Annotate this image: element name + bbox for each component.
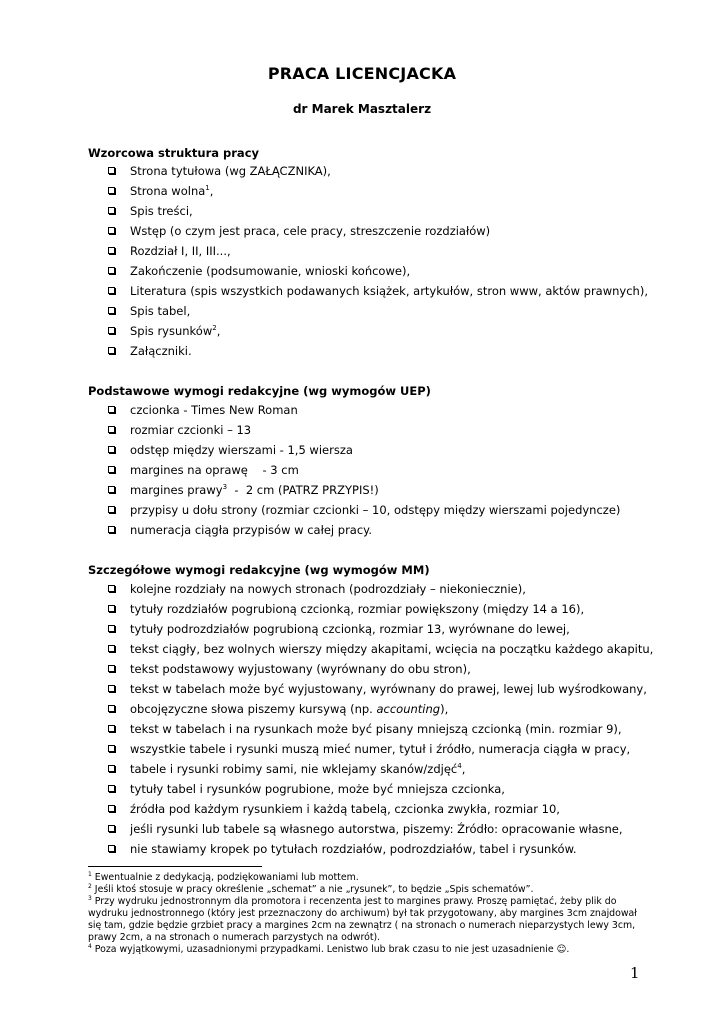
list-item: tytuły podrozdziałów pogrubioną czcionką, rozmiar 13, wyrównane do lewej,: [104, 621, 653, 641]
checkbox-bullet-icon: [108, 466, 115, 473]
document-title: PRACA LICENCJACKA: [267, 64, 457, 83]
footnote: $^1$ Ewentualnie z dedykacją, podziękowaniami lub mottem.: [88, 871, 359, 883]
checkbox-bullet-icon: [108, 765, 115, 772]
checkbox-bullet-icon: [108, 645, 115, 652]
checkbox-bullet-icon: [108, 486, 115, 493]
checkbox-bullet-icon: [108, 725, 115, 732]
author-name: dr Marek Masztalerz: [292, 102, 432, 116]
italic-term: accounting: [376, 702, 441, 716]
footnote: $^4$ Poza wyjątkowymi, uzasadnionymi przypadkami. Lenistwo lub brak czasu to nie jest uzasadnienie ☺.: [88, 943, 570, 955]
checkbox-bullet-icon: [108, 227, 115, 234]
checkbox-bullet-icon: [108, 327, 115, 334]
footnote: $^2$ Jeśli ktoś stosuje w pracy określenie „schemat” a nie „rysunek”, to będzie „Spis schematów”.: [88, 883, 534, 895]
structure-list: [104, 163, 648, 363]
checkbox-bullet-icon: [108, 625, 115, 632]
checkbox-bullet-icon: [108, 506, 115, 513]
list-item: Spis tabel,: [104, 303, 648, 323]
list-item: Literatura (spis wszystkich podawanych książek, artykułów, stron www, aktów prawnych),: [104, 283, 648, 303]
list-item: Strona tytułowa (wg ZAŁĄCZNIKA),: [104, 163, 648, 183]
footnote-ref: 4: [457, 762, 462, 770]
checkbox-bullet-icon: [108, 665, 115, 672]
checkbox-bullet-icon: [108, 267, 115, 274]
checkbox-bullet-icon: [108, 287, 115, 294]
list-item: Załączniki.: [104, 343, 648, 363]
list-item: wszystkie tabele i rysunki muszą mieć numer, tytuł i źródło, numeracja ciągła w pracy,: [104, 741, 653, 761]
list-item: Wstęp (o czym jest praca, cele pracy, streszczenie rozdziałów): [104, 223, 648, 243]
footnote-ref: 2: [212, 324, 217, 332]
checkbox-bullet-icon: [108, 446, 115, 453]
list-item: Rozdział I, II, III...,: [104, 243, 648, 263]
checkbox-bullet-icon: [108, 526, 115, 533]
checkbox-bullet-icon: [108, 307, 115, 314]
checkbox-bullet-icon: [108, 825, 115, 832]
checkbox-bullet-icon: [108, 745, 115, 752]
list-item: przypisy u dołu strony (rozmiar czcionki – 10, odstępy między wierszami pojedyncze): [104, 502, 620, 522]
section-heading-detailed: Szczegółowe wymogi redakcyjne (wg wymogów MM): [88, 563, 430, 577]
checkbox-bullet-icon: [108, 207, 115, 214]
list-item: numeracja ciągła przypisów w całej pracy.: [104, 522, 620, 542]
checkbox-bullet-icon: [108, 785, 115, 792]
list-item: Strona wolna$^1$,: [104, 183, 648, 203]
detailed-requirements-list: [104, 581, 653, 861]
footnote: $^3$ Przy wydruku jednostronnym dla promotora i recenzenta jest to margines prawy. Proszę pamiętać, żeby plik do wydruku jednostronnego (który jest przeznaczony do archiwum) był tak przygotowany, aby margines 3cm znajdował się tam, gdzie będzie grzbiet pracy a margines 2cm na zewnątrz ( na stronach o numerach nieparzystych lewy 3cm, prawy 2cm, a na stronach o numerach parzystych na odwrót).: [88, 895, 637, 943]
list-item: kolejne rozdziały na nowych stronach (podrozdziały – niekoniecznie),: [104, 581, 653, 601]
checkbox-bullet-icon: [108, 585, 115, 592]
list-item: rozmiar czcionki – 13: [104, 422, 620, 442]
footnote-ref: 1: [205, 184, 210, 192]
list-item: margines prawy$^3$ - 2 cm (PATRZ PRZYPIS!): [104, 482, 620, 502]
checkbox-bullet-icon: [108, 406, 115, 413]
checkbox-bullet-icon: [108, 187, 115, 194]
footnotes: [88, 872, 648, 956]
section-heading-basic: Podstawowe wymogi redakcyjne (wg wymogów UEP): [88, 384, 431, 398]
list-item: czcionka - Times New Roman: [104, 402, 620, 422]
footnote-separator: [88, 866, 262, 867]
list-item: obcojęzyczne słowa piszemy kursywą (np. accounting),: [104, 701, 653, 721]
list-item: Spis rysunków$^2$,: [104, 323, 648, 343]
list-item: tekst podstawowy wyjustowany (wyrównany do obu stron),: [104, 661, 653, 681]
checkbox-bullet-icon: [108, 805, 115, 812]
checkbox-bullet-icon: [108, 605, 115, 612]
list-item: Zakończenie (podsumowanie, wnioski końcowe),: [104, 263, 648, 283]
list-item: tekst w tabelach może być wyjustowany, wyrównany do prawej, lewej lub wyśrodkowany,: [104, 681, 653, 701]
checkbox-bullet-icon: [108, 426, 115, 433]
list-item: tytuły rozdziałów pogrubioną czcionką, rozmiar powiększony (między 14 a 16),: [104, 601, 653, 621]
list-item: źródła pod każdym rysunkiem i każdą tabelą, czcionka zwykła, rozmiar 10,: [104, 801, 653, 821]
list-item: Spis treści,: [104, 203, 648, 223]
page-number: 1: [630, 964, 640, 982]
checkbox-bullet-icon: [108, 347, 115, 354]
list-item: margines na oprawę - 3 cm: [104, 462, 620, 482]
checkbox-bullet-icon: [108, 685, 115, 692]
basic-requirements-list: [104, 402, 620, 542]
checkbox-bullet-icon: [108, 167, 115, 174]
checkbox-bullet-icon: [108, 705, 115, 712]
list-item: tabele i rysunki robimy sami, nie wklejamy skanów/zdjęć$^4$,: [104, 761, 653, 781]
list-item: jeśli rysunki lub tabele są własnego autorstwa, piszemy: Źródło: opracowanie własne,: [104, 821, 653, 841]
section-heading-structure: Wzorcowa struktura pracy: [88, 146, 260, 160]
list-item: odstęp między wierszami - 1,5 wiersza: [104, 442, 620, 462]
footnote-ref: 3: [222, 483, 228, 491]
list-item: tekst w tabelach i na rysunkach może być pisany mniejszą czcionką (min. rozmiar 9),: [104, 721, 653, 741]
checkbox-bullet-icon: [108, 247, 115, 254]
list-item: nie stawiamy kropek po tytułach rozdziałów, podrozdziałów, tabel i rysunków.: [104, 841, 653, 861]
checkbox-bullet-icon: [108, 845, 115, 852]
list-item: tekst ciągły, bez wolnych wierszy między akapitami, wcięcia na początku każdego akapitu,: [104, 641, 653, 661]
list-item: tytuły tabel i rysunków pogrubione, może być mniejsza czcionka,: [104, 781, 653, 801]
